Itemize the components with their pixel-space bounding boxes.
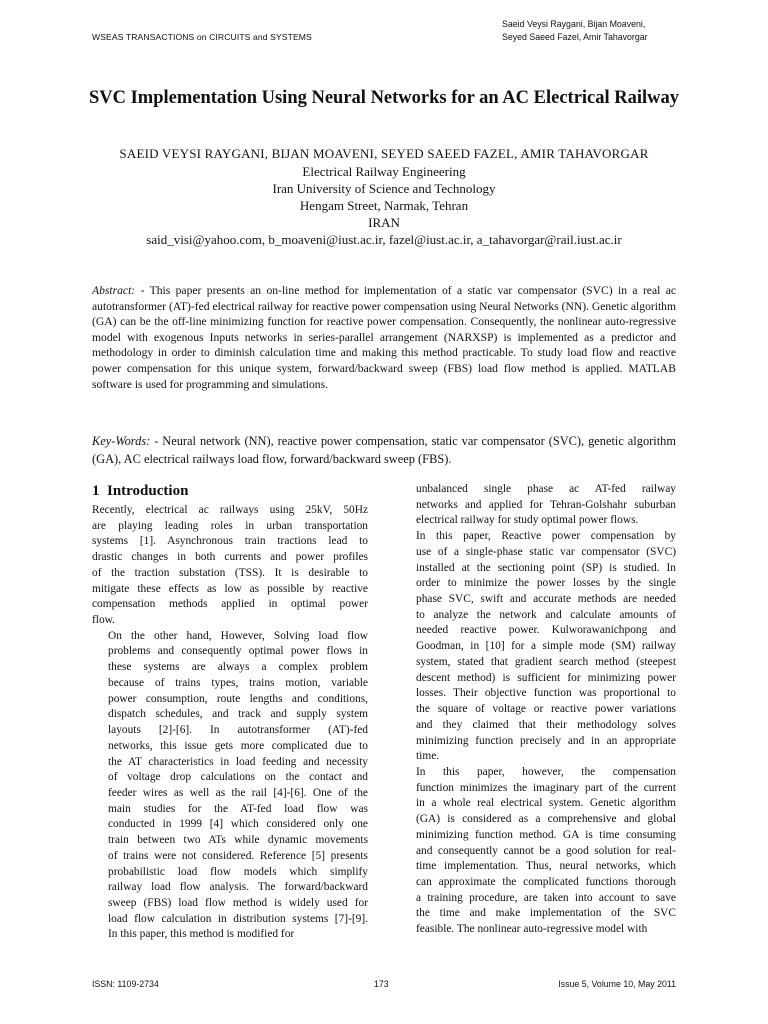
- text-line: feasible. The nonlinear auto-regressive model with: [416, 923, 648, 936]
- section-heading: [92, 482, 368, 501]
- text-line: are playing leading roles in urban transportation: [92, 519, 368, 532]
- text-line: the time and make implementation of the SVC: [416, 907, 676, 920]
- text-line: dispatch schedules, and track and supply system: [108, 708, 368, 721]
- text-line: Recently, electrical ac railways using 25kV, 50Hz: [92, 504, 368, 516]
- text-line: train between two ATs while dynamic movements: [108, 834, 368, 847]
- paragraph: [92, 503, 368, 629]
- right-column: [400, 482, 676, 938]
- left-column: [92, 482, 368, 943]
- paragraph: [400, 765, 676, 938]
- text-line: because of trains types, trains motion, variable: [108, 676, 368, 689]
- text-line: in a whole real electrical system. Genetic algorithm: [416, 797, 676, 810]
- text-line: time implementation. Thus, neural networks, which: [416, 860, 676, 873]
- text-line: the AT characteristics in load feeding and necessity: [108, 755, 368, 768]
- text-line: and they claimed that their methodology solves: [416, 718, 676, 731]
- text-line: to analyze the network and calculate amounts of: [416, 608, 676, 621]
- text-line: On the other hand, However, Solving load flow: [108, 629, 368, 642]
- paragraph: [400, 482, 676, 529]
- page-number: 173: [374, 979, 389, 989]
- text-line: sweep (FBS) load flow method is widely used for: [108, 896, 368, 909]
- left-column-body: [92, 503, 368, 943]
- text-line: compensation methods applied in optimal power: [92, 598, 368, 611]
- author-emails: said_visi@yahoo.com, b_moaveni@iust.ac.ir, fazel@iust.ac.ir, a_tahavorgar@rail.iust.ac.ir: [146, 232, 622, 247]
- keywords-label: Key-Words:: [92, 434, 155, 448]
- text-line: Goodman, in [10] for a simple mode (SM) railway: [416, 640, 676, 653]
- text-line: load flow calculation in distribution systems [7]-[9].: [108, 912, 368, 925]
- text-line: of voltage drop calculations on the contact and: [108, 771, 368, 784]
- section-number: 1: [92, 483, 100, 499]
- affiliation-line: Hengam Street, Narmak, Tehran: [299, 198, 469, 213]
- text-line: minimizing function method. GA is time consuming: [416, 828, 676, 841]
- paragraph: [400, 529, 676, 765]
- text-line: needed reactive power. Kulworawanichpong and: [416, 624, 676, 637]
- text-line: (GA) is considered as a comprehensive and global: [416, 813, 676, 826]
- text-line: feeder wires as well as the rail [4]-[6]. One of the: [108, 786, 368, 799]
- text-line: and consequently cannot be a good solution for real-: [416, 844, 676, 857]
- text-line: systems [1]. Asynchronous train tractions lead to: [92, 535, 368, 548]
- text-line: of trains were not considered. Reference [5] presents: [108, 849, 368, 862]
- text-line: these systems are always a complex problem: [108, 661, 368, 674]
- running-authors: [502, 18, 648, 44]
- running-authors-line: Seyed Saeed Fazel, Amir Tahavorgar: [502, 32, 648, 42]
- footer-issn: ISSN: 1109-2734: [92, 979, 159, 989]
- text-line: system, stated that gradient search method (steepest: [416, 655, 676, 668]
- affiliation-line: IRAN: [368, 215, 400, 230]
- footer-issue: Issue 5, Volume 10, May 2011: [558, 979, 676, 989]
- text-line: main studies for the AT-fed load flow was: [108, 802, 368, 815]
- running-authors-line: Saeid Veysi Raygani, Bijan Moaveni,: [502, 19, 646, 29]
- text-line: railway load flow analysis. The forward/backward: [108, 881, 368, 894]
- text-line: networks, this issue gets more complicated due to: [108, 739, 368, 752]
- text-line: minimizing function precisely and in an appropriate: [416, 734, 676, 747]
- text-line: probabilistic load flow models which simplify: [108, 865, 368, 878]
- abstract-text: - This paper presents an on-line method for implementation of a static var compensator (SVC) in a real ac autotransformer (AT)-fed electrical railway for reactive power compensation using Neural Networks (NN). Genetic algorithm (GA) can be the off-line minimizing function for reactive power compensation. Consequently, the nonlinear auto-regressive model with exogenous Inputs networks in series-parallel arrangement (NARXSP) is implemented as a predictor and methodology in order to diminish calculation time and making this method practicable. To study load flow and reactive power compensation for this unique system, forward/backward sweep (FBS) load flow method is applied. MATLAB software is used for programming and simulations.: [92, 284, 677, 391]
- affiliation-line: Electrical Railway Engineering: [302, 164, 466, 179]
- text-line: phase SVC, swift and accurate methods are needed: [416, 593, 676, 606]
- keywords-text: - Neural network (NN), reactive power compensation, static var compensator (SVC), genetic algorithm (GA), AC electrical railways load flow, forward/backward sweep (FBS).: [92, 434, 676, 466]
- affiliation-line: Iran University of Science and Technology: [272, 181, 496, 196]
- text-line: electrical railway for study optimal power flows.: [416, 514, 639, 527]
- right-column-body: [400, 482, 676, 938]
- text-line: conducted in 1999 [4] which considered only one: [108, 818, 368, 831]
- paper-title: SVC Implementation Using Neural Networks for an AC Electrical Railway: [88, 88, 680, 108]
- section-title: Introduction: [107, 483, 189, 499]
- text-line: function minimizes the imaginary part of the current: [416, 781, 676, 794]
- text-line: mitigate these effects as low as possible by reactive: [92, 582, 368, 595]
- paragraph: [92, 629, 368, 943]
- text-line: unbalanced single phase ac AT-fed railway: [416, 483, 676, 495]
- text-line: In this paper, Reactive power compensation by: [416, 530, 676, 543]
- text-line: time.: [416, 750, 440, 763]
- text-line: networks and applied for Tehran-Golshahr suburban: [416, 498, 676, 511]
- author-list: SAEID VEYSI RAYGANI, BIJAN MOAVENI, SEYED SAEED FAZEL, AMIR TAHAVORGAR: [119, 146, 649, 161]
- abstract: [92, 283, 676, 392]
- text-line: a training procedure, are taken into account to save: [416, 891, 676, 904]
- text-line: In this paper, however, the compensation: [416, 765, 676, 778]
- text-line: the square of voltage or reactive power variations: [416, 703, 676, 716]
- text-line: losses. Their objective function was proportional to: [416, 687, 676, 700]
- keywords: [92, 432, 676, 468]
- text-line: power consumption, route lengths and conditions,: [108, 692, 368, 705]
- text-line: order to minimize the power losses by the single: [416, 577, 676, 590]
- abstract-label: Abstract:: [92, 284, 141, 297]
- text-line: layouts [2]-[6]. In autotransformer (AT)-fed: [108, 724, 368, 737]
- text-line: descent method) is sufficient for minimizing power: [416, 671, 676, 684]
- text-line: drastic changes in both currents and power profiles: [92, 551, 368, 564]
- text-line: problems and consequently optimal power flows in: [108, 645, 368, 658]
- text-line: In this paper, this method is modified for: [108, 928, 295, 941]
- text-line: can approximate the complicated functions thorough: [416, 875, 676, 888]
- affiliation: [0, 163, 768, 248]
- journal-name: WSEAS TRANSACTIONS on CIRCUITS and SYSTEMS: [92, 32, 312, 42]
- text-line: use of a single-phase static var compensator (SVC): [416, 545, 676, 558]
- text-line: of the traction substation (TSS). It is desirable to: [92, 566, 368, 579]
- text-line: installed at the sectioning point (SP) is studied. In: [416, 561, 676, 574]
- text-line: flow.: [92, 614, 115, 627]
